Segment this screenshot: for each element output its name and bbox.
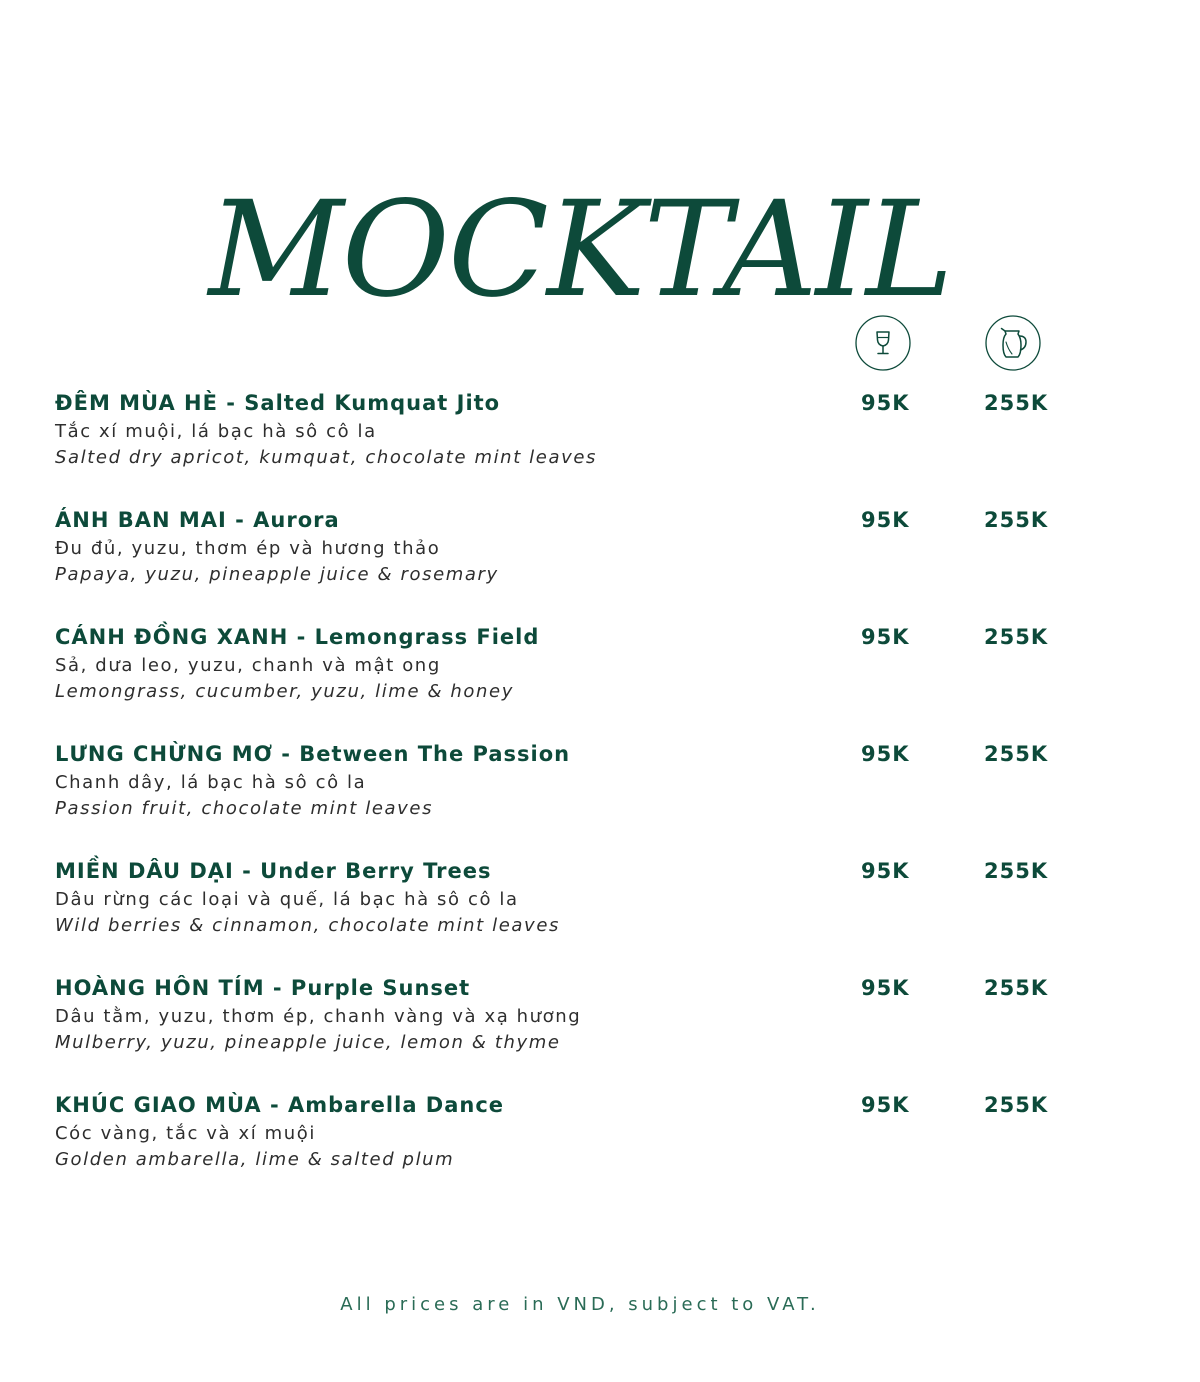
price-footnote: All prices are in VND, subject to VAT. (340, 1294, 820, 1315)
pitcher-icon (985, 315, 1041, 371)
item-description-vietnamese: Tắc xí muội, lá bạc hà sô cô la (55, 421, 377, 442)
item-name: MIỀN DÂU DẠI - Under Berry Trees (55, 859, 492, 883)
item-name: ÁNH BAN MAI - Aurora (55, 508, 340, 532)
item-description-vietnamese: Cóc vàng, tắc và xí muội (55, 1123, 317, 1144)
item-description-vietnamese: Sả, dưa leo, yuzu, chanh và mật ong (55, 655, 441, 676)
page-title: MOCKTAIL (208, 173, 952, 328)
price-pitcher: 255K (984, 742, 1049, 766)
item-description-english: Wild berries & cinnamon, chocolate mint leaves (55, 915, 560, 936)
item-description-vietnamese: Chanh dây, lá bạc hà sô cô la (55, 772, 367, 793)
price-glass: 95K (861, 859, 910, 883)
item-description-vietnamese: Dâu tằm, yuzu, thơm ép, chanh vàng và xạ hương (55, 1006, 582, 1027)
price-pitcher: 255K (984, 976, 1049, 1000)
price-pitcher: 255K (984, 508, 1049, 532)
item-description-vietnamese: Dâu rừng các loại và quế, lá bạc hà sô cô la (55, 889, 519, 910)
item-description-english: Papaya, yuzu, pineapple juice & rosemary (55, 564, 499, 585)
menu-item (55, 973, 1055, 1090)
menu-item (55, 856, 1055, 973)
price-pitcher: 255K (984, 625, 1049, 649)
item-name: ĐÊM MÙA HÈ - Salted Kumquat Jito (55, 391, 501, 415)
menu-item (55, 388, 1055, 505)
item-description-english: Salted dry apricot, kumquat, chocolate mint leaves (55, 447, 597, 468)
price-glass: 95K (861, 508, 910, 532)
item-description-vietnamese: Đu đủ, yuzu, thơm ép và hương thảo (55, 538, 441, 559)
menu-item (55, 622, 1055, 739)
item-name: LƯNG CHỪNG MƠ - Between The Passion (55, 742, 571, 766)
menu-item (55, 739, 1055, 856)
menu-item (55, 505, 1055, 622)
price-glass: 95K (861, 625, 910, 649)
menu-list (55, 388, 1055, 1207)
menu-item (55, 1090, 1055, 1207)
price-pitcher: 255K (984, 859, 1049, 883)
price-glass: 95K (861, 742, 910, 766)
price-glass: 95K (861, 1093, 910, 1117)
price-pitcher: 255K (984, 391, 1049, 415)
item-description-english: Golden ambarella, lime & salted plum (55, 1149, 455, 1170)
item-name: HOÀNG HÔN TÍM - Purple Sunset (55, 976, 471, 1000)
item-name: KHÚC GIAO MÙA - Ambarella Dance (55, 1093, 505, 1117)
price-glass: 95K (861, 976, 910, 1000)
price-pitcher: 255K (984, 1093, 1049, 1117)
item-description-english: Lemongrass, cucumber, yuzu, lime & honey (55, 681, 514, 702)
item-description-english: Mulberry, yuzu, pineapple juice, lemon & thyme (55, 1032, 561, 1053)
item-name: CÁNH ĐỒNG XANH - Lemongrass Field (55, 625, 540, 649)
wine-glass-icon (855, 315, 911, 371)
size-icons-header (855, 315, 1045, 373)
item-description-english: Passion fruit, chocolate mint leaves (55, 798, 434, 819)
price-glass: 95K (861, 391, 910, 415)
